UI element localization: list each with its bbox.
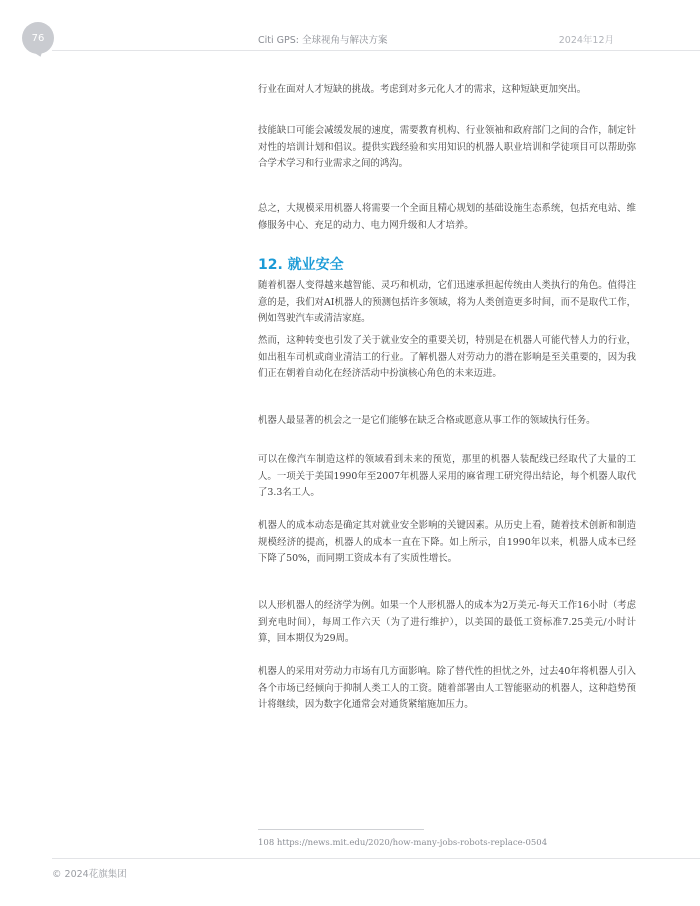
section-heading: 12. 就业安全 — [258, 257, 344, 273]
page-number: 76 — [31, 32, 45, 44]
footer-divider — [52, 858, 700, 859]
paragraph: 然而，这种转变也引发了关于就业安全的重要关切，特别是在机器人可能代替人力的行业，如出租车司机或商业清洁工的行业。了解机器人对劳动力的潜在影响是至关重要的，因为我们正在朝着自动化在经济活动中扮演核心角色的未来迈进。 — [258, 335, 636, 379]
paragraph: 随着机器人变得越来越智能、灵巧和机动，它们迅速承担起传统由人类执行的角色。值得注意的是，我们对AI机器人的预测包括许多领域，将为人类创造更多时间，而不是取代工作，例如驾驶汽车或清洁家庭。 — [258, 280, 636, 324]
footnote-divider — [258, 829, 424, 830]
paragraph: 技能缺口可能会减缓发展的速度，需要教育机构、行业领袖和政府部门之间的合作，制定针对性的培训计划和倡议。提供实践经验和实用知识的机器人职业培训和学徒项目可以帮助弥合学术学习和行业需求之间的鸿沟。 — [258, 125, 636, 169]
paragraph: 行业在面对人才短缺的挑战。考虑到对多元化人才的需求，这种短缺更加突出。 — [258, 84, 587, 95]
paragraph: 机器人最显著的机会之一是它们能够在缺乏合格或愿意从事工作的领域执行任务。 — [258, 415, 596, 426]
header-date: 2024年12月 — [558, 35, 614, 46]
paragraph: 机器人的成本动态是确定其对就业安全影响的关键因素。从历史上看，随着技术创新和制造规模经济的提高，机器人的成本一直在下降。如上所示，自1990年以来，机器人成本已经下降了50%，而同期工资成本有了实质性增长。 — [258, 520, 636, 564]
copyright: © 2024花旗集团 — [52, 869, 127, 880]
paragraph: 以人形机器人的经济学为例。如果一个人形机器人的成本为2万美元-每天工作16小时（考虑到充电时间），每周工作六天（为了进行维护），以美国的最低工资标准7.25美元/小时计算，回本期仅为29周。 — [258, 600, 636, 644]
paragraph: 总之，大规模采用机器人将需要一个全面且精心规划的基础设施生态系统，包括充电站、维修服务中心、充足的动力、电力网升级和人才培养。 — [258, 203, 636, 231]
header-title: Citi GPS: 全球视角与解决方案 — [258, 35, 388, 46]
footnote: 108 https://news.mit.edu/2020/how-many-jobs-robots-replace-0504 — [258, 838, 548, 848]
paragraph: 可以在像汽车制造这样的领域看到未来的预览，那里的机器人装配线已经取代了大量的工人。一项关于美国1990年至2007年机器人采用的麻省理工研究得出结论，每个机器人取代了3.3名工人。 — [258, 454, 636, 498]
paragraph: 机器人的采用对劳动力市场有几方面影响。除了替代性的担忧之外，过去40年将机器人引入各个市场已经倾向于抑制人类工人的工资。随着部署由人工智能驱动的机器人，这种趋势预计将继续，因为数字化通常会对通货紧缩施加压力。 — [258, 666, 636, 710]
header-divider — [52, 50, 700, 51]
